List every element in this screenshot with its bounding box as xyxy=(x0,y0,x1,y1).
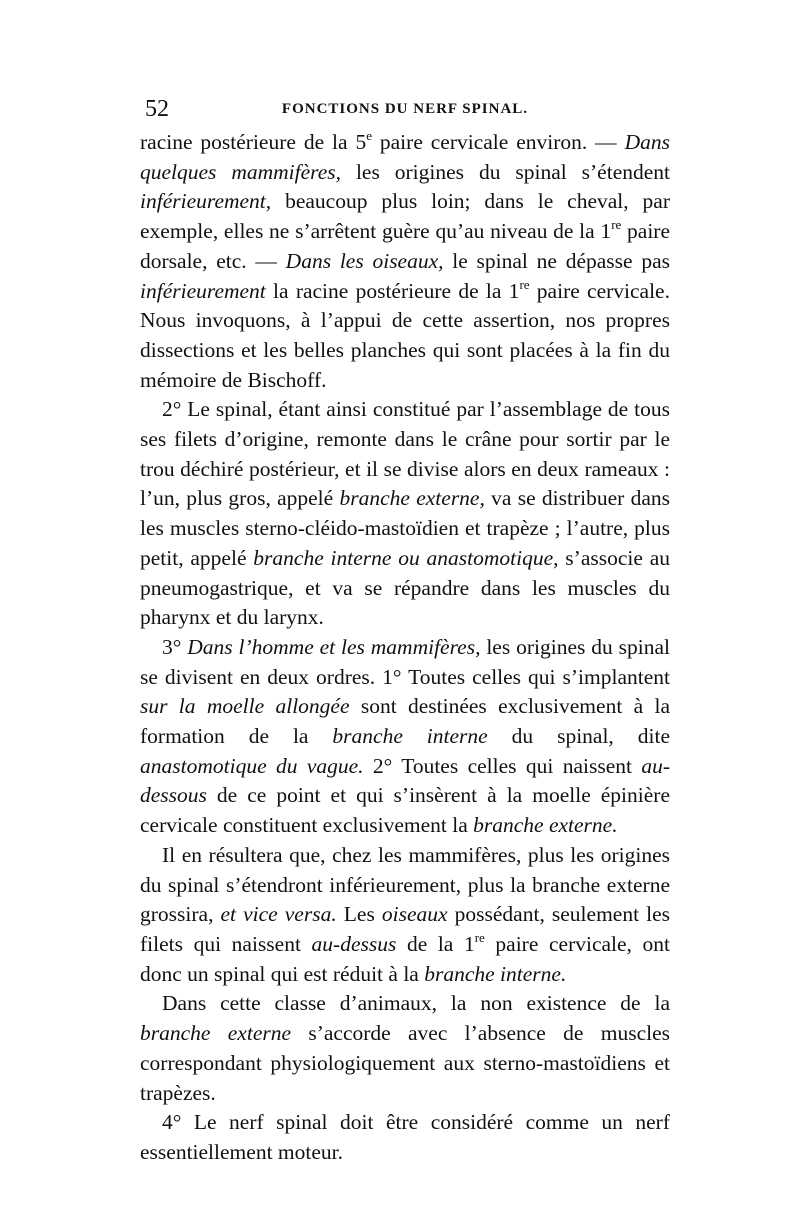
text-segment: 2° Toutes celles qui naissent xyxy=(363,753,642,778)
italic-text: au-dessus xyxy=(311,931,397,956)
italic-text: et vice versa. xyxy=(220,902,337,927)
text-segment: paire cervicale. Nous invoquons, à l’appui de cette assertion, nos propres dissections et les belles planches qui sont placées à la fin du mémoire de Bischoff. xyxy=(140,278,670,392)
text-segment: Dans cette classe d’animaux, la non existence de la xyxy=(162,991,670,1016)
text-segment: racine postérieure de la 5 xyxy=(140,130,367,154)
italic-text: branche interne xyxy=(332,724,488,749)
text-segment: beaucoup plus loin; dans le cheval, par exemple, elles ne s’arrêtent guère qu’au niveau de la 1 xyxy=(140,189,670,244)
text-segment: paire cervicale, ont donc un spinal qui est réduit à la xyxy=(140,931,670,986)
running-title: FONCTIONS DU NERF SPINAL. xyxy=(281,101,529,117)
paragraph xyxy=(140,989,670,1108)
italic-text: branche externe xyxy=(140,1021,292,1046)
italic-text: Dans l’homme et les mammifères, xyxy=(187,634,481,659)
italic-text: oiseaux xyxy=(381,902,448,927)
italic-text: inférieurement, xyxy=(140,189,272,214)
text-segment: du spinal, dite xyxy=(487,724,670,749)
text-segment: 3° xyxy=(162,634,188,659)
text-segment: va se distribuer dans les muscles sterno-cléido-mastoïdien et trapèze ; l’autre, plus petit, appelé xyxy=(140,486,670,570)
text-segment: sont destinées exclusivement à la formation de la xyxy=(140,694,670,749)
italic-text: anastomotique du vague. xyxy=(140,753,364,778)
page-number: 52 xyxy=(145,96,169,122)
text-segment: les origines du spinal se divisent en deux ordres. 1° Toutes celles qui s’implantent xyxy=(140,634,670,689)
page-header xyxy=(140,96,670,130)
italic-text: sur la moelle allongée xyxy=(140,694,350,719)
text-segment: 4° Le nerf spinal doit être considéré comme un nerf essentiellement moteur. xyxy=(140,1110,670,1164)
text-segment: les origines du spinal s’étendent xyxy=(341,159,670,184)
text-segment: paire cervicale environ. — xyxy=(371,130,625,154)
text-segment: Il en résultera que, chez les mammifères, plus les origines du spinal s’étendront inférieurement, plus la branche externe grossira, xyxy=(140,842,670,927)
text-segment: s’accorde avec l’absence de muscles correspondant physiologiquement aux sterno-mastoïdiens et trapèzes. xyxy=(140,1021,671,1105)
paragraph xyxy=(140,841,670,990)
body-text xyxy=(140,128,670,1168)
superscript: e xyxy=(366,128,372,143)
italic-text: Dans quelques mammifères, xyxy=(140,130,670,184)
paragraph xyxy=(140,1108,670,1167)
text-segment: Les xyxy=(336,902,382,927)
text-segment: le spinal ne dépasse pas xyxy=(443,248,670,273)
italic-text: inférieurement xyxy=(140,278,266,303)
text-segment: s’associe au pneumogastrique, et va se répandre dans les muscles du pharynx et du larynx. xyxy=(140,545,670,630)
italic-text: branche interne. xyxy=(424,961,567,986)
paragraph xyxy=(140,128,670,395)
superscript: re xyxy=(474,929,485,945)
text-segment: de ce point et qui s’insèrent à la moelle épinière cervicale constituent exclusivement la xyxy=(140,783,670,838)
italic-text: Dans les oiseaux, xyxy=(285,248,444,273)
italic-text: branche interne ou anastomotique, xyxy=(253,545,559,570)
italic-text: branche externe. xyxy=(473,813,618,838)
superscript: re xyxy=(611,217,622,233)
text-segment: la racine postérieure de la 1 xyxy=(265,278,520,303)
paragraph xyxy=(140,395,670,633)
italic-text: branche externe, xyxy=(339,486,485,511)
text-segment: possédant, seulement les filets qui naissent xyxy=(140,902,671,956)
superscript: re xyxy=(519,276,530,292)
paragraph xyxy=(140,633,670,841)
text-segment: 2° Le spinal, étant ainsi constitué par l’assemblage de tous ses filets d’origine, remonte dans le crâne pour sortir par le trou déchiré postérieur, et il se divise alors en deux rameaux : l’un, plus gros, appelé xyxy=(140,397,670,511)
text-segment: de la 1 xyxy=(396,931,475,956)
italic-text: au-dessous xyxy=(140,753,670,808)
text-segment: paire dorsale, etc. — xyxy=(140,219,670,273)
